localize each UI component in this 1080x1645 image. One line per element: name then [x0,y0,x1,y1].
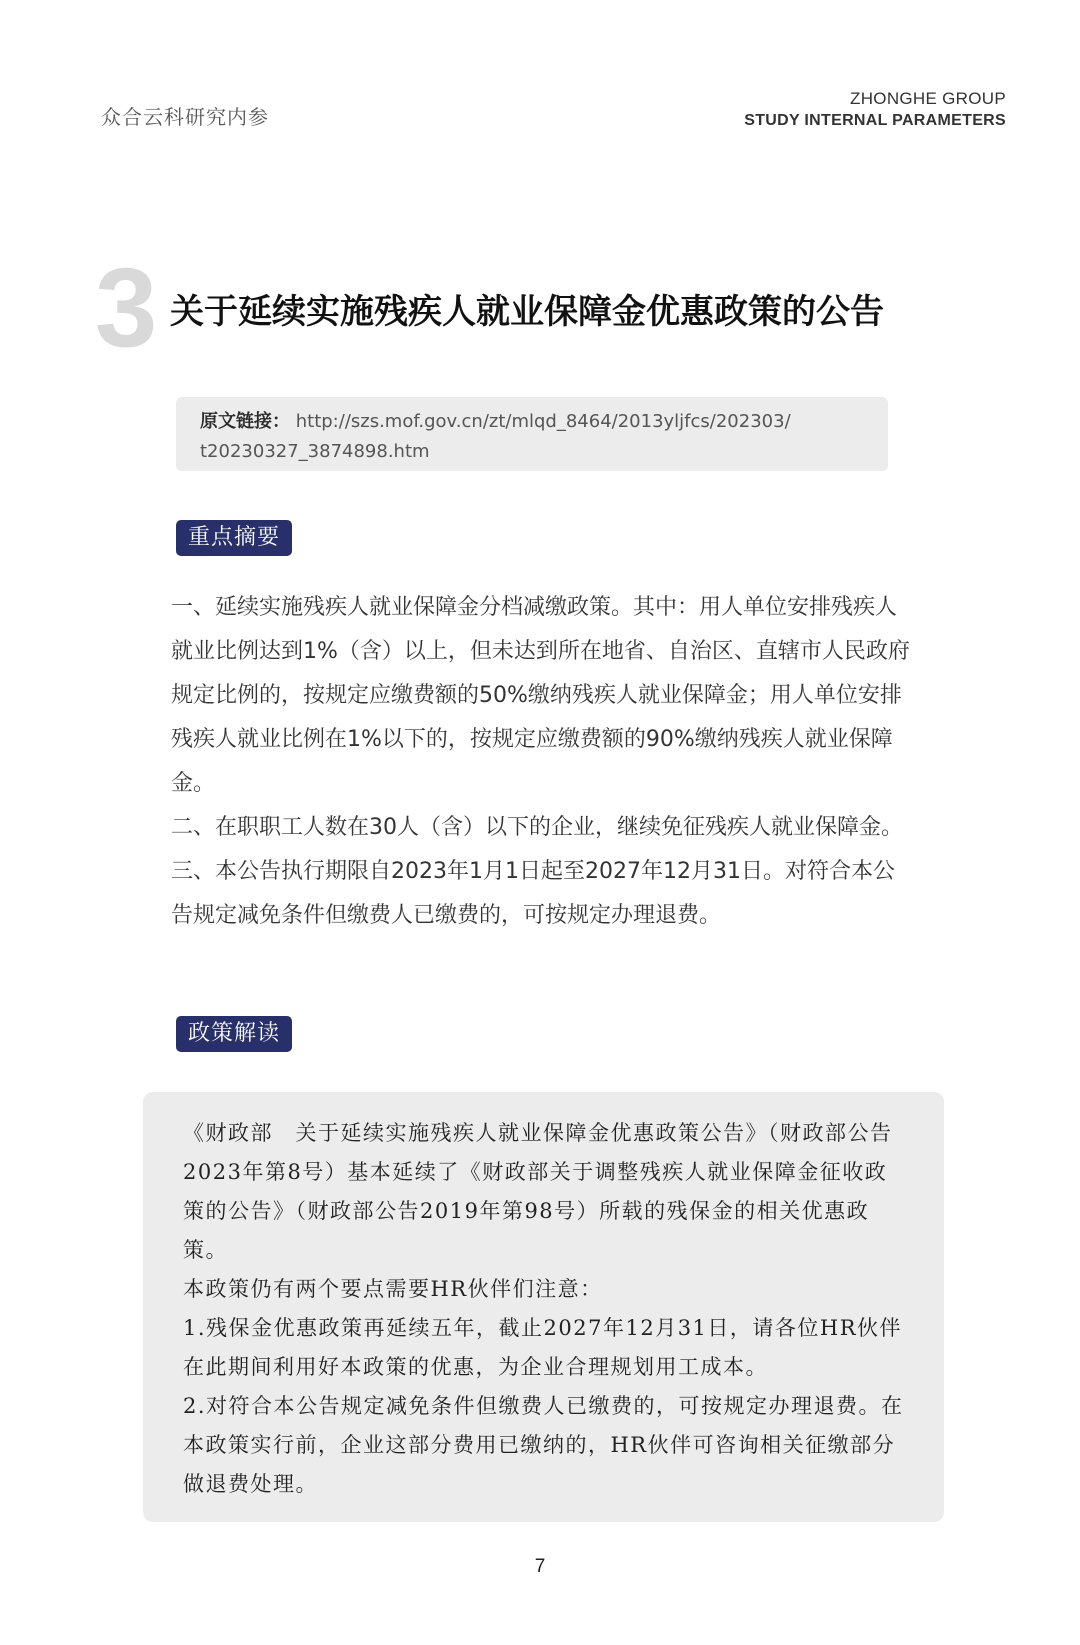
header-publication-name: 众合云科研究内参 [101,105,269,129]
source-link-url-line2[interactable]: t20230327_3874898.htm [200,441,430,462]
summary-paragraph-3: 三、本公告执行期限自2023年1月1日起至2027年12月31日。对符合本公告规定减免条件但缴费人已缴费的，可按规定办理退费。 [171,859,895,928]
header-group-subtitle: STUDY INTERNAL PARAMETERS [744,112,1006,129]
summary-tag: 重点摘要 [176,520,292,556]
header-group-name: ZHONGHE GROUP [850,89,1006,108]
interpretation-tag: 政策解读 [176,1016,292,1052]
interpretation-paragraph-4: 2.对符合本公告规定减免条件但缴费人已缴费的，可按规定办理退费。在本政策实行前，企业这部分费用已缴纳的，HR伙伴可咨询相关征缴部分做退费处理。 [183,1394,904,1496]
section-title: 关于延续实施残疾人就业保障金优惠政策的公告 [170,292,884,332]
summary-paragraph-1: 一、延续实施残疾人就业保障金分档减缴政策。其中：用人单位安排残疾人就业比例达到1%（含）以上，但未达到所在地省、自治区、直辖市人民政府规定比例的，按规定应缴费额的50%缴纳残疾人就业保障金；用人单位安排残疾人就业比例在1%以下的，按规定应缴费额的90%缴纳残疾人就业保障金。 [171,595,910,796]
source-link-label: 原文链接： [200,411,290,432]
summary-paragraph-2: 二、在职职工人数在30人（含）以下的企业，继续免征残疾人就业保障金。 [171,815,903,840]
section-number: 3 [95,245,158,370]
interpretation-box [143,1092,944,1522]
summary-body [171,586,916,938]
source-link-url-line1[interactable]: http://szs.mof.gov.cn/zt/mlqd_8464/2013yljfcs/202303/ [295,411,791,432]
source-link-box [176,397,888,471]
page-number: 7 [534,1556,546,1577]
interpretation-paragraph-1: 《财政部 关于延续实施残疾人就业保障金优惠政策公告》（财政部公告2023年第8号）基本延续了《财政部关于调整残疾人就业保障金征收政策的公告》（财政部公告2019年第98号）所载的残保金的相关优惠政策。 [183,1121,893,1262]
header-group-brand [744,88,1006,132]
interpretation-paragraph-3: 1.残保金优惠政策再延续五年，截止2027年12月31日，请各位HR伙伴在此期间利用好本政策的优惠，为企业合理规划用工成本。 [183,1316,903,1379]
interpretation-paragraph-2: 本政策仍有两个要点需要HR伙伴们注意： [183,1277,603,1301]
